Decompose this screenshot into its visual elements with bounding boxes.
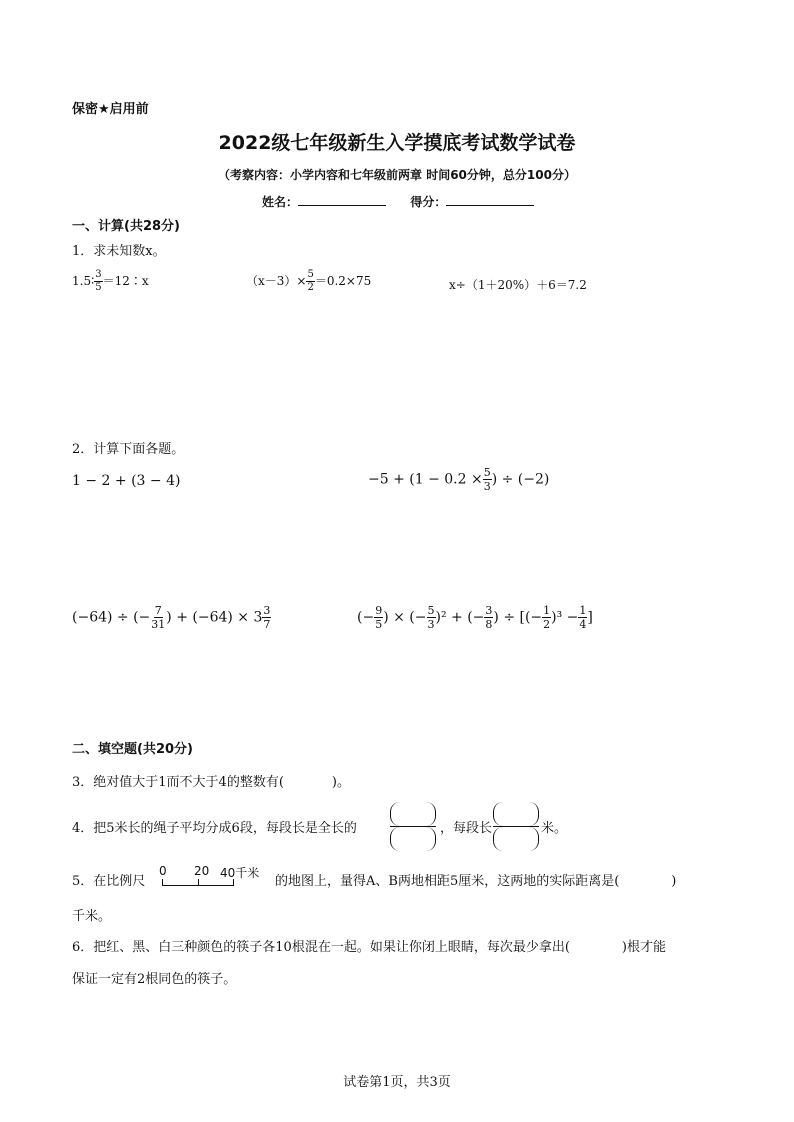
e4-denominator-3: 8	[485, 618, 493, 631]
e3-fraction-1	[150, 605, 166, 630]
scale-label-40: 40千米	[220, 866, 260, 880]
q4-numerator-blank-1[interactable]	[390, 802, 436, 826]
e4-denominator-4: 2	[543, 618, 551, 631]
e4-part-1: (−	[357, 609, 375, 626]
subtitle: （考察内容：小学内容和七年级前两章 时间60分钟，总分100分）	[218, 168, 576, 182]
e4-numerator-2: 5	[427, 604, 435, 617]
eq2-denominator: 2	[307, 282, 314, 293]
page-number: 试卷第1页，共3页	[343, 1075, 451, 1090]
e2-denominator: 3	[483, 480, 491, 493]
e4-denominator-1: 5	[375, 618, 383, 631]
scale-tick-0	[162, 879, 163, 885]
q1-equation-2	[246, 270, 371, 293]
scale-tick-20	[198, 879, 199, 885]
q5-text-end: 千米。	[72, 909, 112, 924]
e4-denominator-2: 3	[427, 618, 435, 631]
e4-numerator-3: 3	[485, 604, 493, 617]
q1-label: 1．求未知数x。	[72, 244, 166, 259]
q6-text: 6．把红、黑、白三种颜色的筷子各10根混在一起。如果让你闭上眼睛，每次最少拿出(	[72, 940, 570, 955]
q4-text-end: 米。	[541, 821, 568, 836]
e4-numerator-5: 1	[579, 604, 587, 617]
scale-label-20: 20	[194, 864, 210, 878]
score-label: 得分：	[410, 195, 447, 209]
e2-part-a: −5 + (1 − 0.2 ×	[368, 471, 483, 488]
q5-text-start: 5．在比例尺	[72, 874, 146, 889]
e2-part-b: ) ÷ (−2)	[491, 471, 550, 488]
e4-part-4: ) ÷ [(−	[493, 609, 543, 626]
e2-fraction	[483, 467, 492, 492]
question-4-text: 4．把5米长的绳子平均分成6段，每段长是全长的	[72, 821, 357, 836]
eq1-left: 1.5∶	[72, 274, 95, 288]
q4-denominator-blank-2[interactable]	[493, 827, 539, 851]
q1-equation-3: x÷（1＋20%）＋6＝7.2	[449, 278, 587, 292]
section2-heading: 二、填空题(共20分)	[72, 742, 193, 757]
name-field	[262, 193, 534, 210]
e3-denominator-2: 7	[263, 618, 271, 631]
q4-numerator-blank-2[interactable]	[493, 802, 539, 826]
e3-fraction-2	[262, 605, 271, 630]
score-blank[interactable]	[446, 193, 534, 206]
q2-expression-1: 1 − 2 + (3 − 4)	[72, 473, 181, 489]
q5-body: 的地图上，量得A、B两地相距5厘米，这两地的实际距离是(	[275, 874, 620, 889]
eq1-numerator: 3	[95, 269, 102, 280]
e3-numerator-2: 3	[263, 604, 271, 617]
e4-numerator-4: 1	[543, 604, 551, 617]
e4-part-6: ]	[587, 609, 593, 626]
e4-denominator-5: 4	[579, 618, 587, 631]
name-blank[interactable]	[298, 193, 386, 206]
q2-expression-2	[368, 467, 549, 492]
page-title: 2022级七年级新生入学摸底考试数学试卷	[218, 132, 576, 154]
e4-fraction-2	[427, 605, 436, 630]
q5-text-mid	[275, 870, 676, 889]
e4-numerator-1: 9	[375, 604, 383, 617]
question-6-line-2: 保证一定有2根同色的筷子。	[72, 972, 237, 987]
e4-part-5: )³ −	[551, 609, 579, 626]
q2-label: 2．计算下面各题。	[72, 442, 185, 457]
eq2-fraction	[306, 270, 314, 293]
q1-equation-1	[72, 270, 149, 293]
e4-fraction-4	[542, 605, 551, 630]
e4-part-3: )² + (−	[435, 609, 485, 626]
e3-part-a: (−64) ÷ (−	[72, 609, 151, 626]
section1-heading: 一、计算(共28分)	[72, 219, 180, 234]
eq2-left: （x－3）×	[246, 274, 307, 288]
eq1-right: ＝12∶x	[102, 274, 149, 288]
eq2-right: ＝0.2×75	[314, 274, 372, 288]
e4-fraction-1	[374, 605, 383, 630]
scale-bar	[162, 885, 234, 886]
scale-label-0: 0	[159, 864, 167, 878]
confidential-label: 保密★启用前	[72, 102, 149, 117]
e4-part-2: ) × (−	[383, 609, 427, 626]
e3-denominator-1: 31	[151, 618, 166, 631]
question-3	[72, 771, 350, 790]
eq1-denominator: 5	[95, 282, 102, 293]
q5-close-paren: )	[671, 874, 677, 889]
eq2-numerator: 5	[307, 269, 314, 280]
e3-numerator-1: 7	[154, 604, 162, 617]
eq1-fraction	[94, 270, 102, 293]
q3-text: 3．绝对值大于1而不大于4的整数有(	[72, 775, 284, 790]
scale-tick-40	[233, 879, 234, 885]
question-6-line-1	[72, 936, 666, 955]
q3-text-end: )。	[331, 775, 350, 790]
e2-numerator: 5	[483, 466, 491, 479]
e3-part-b: ) + (−64) × 3	[166, 609, 263, 626]
q4-denominator-blank-1[interactable]	[390, 827, 436, 851]
q4-text-mid: ，每段长	[440, 821, 493, 836]
name-label: 姓名：	[262, 195, 299, 209]
q6-text-end: )根才能	[621, 940, 666, 955]
q2-expression-3	[72, 605, 271, 630]
q2-expression-4	[357, 605, 593, 630]
